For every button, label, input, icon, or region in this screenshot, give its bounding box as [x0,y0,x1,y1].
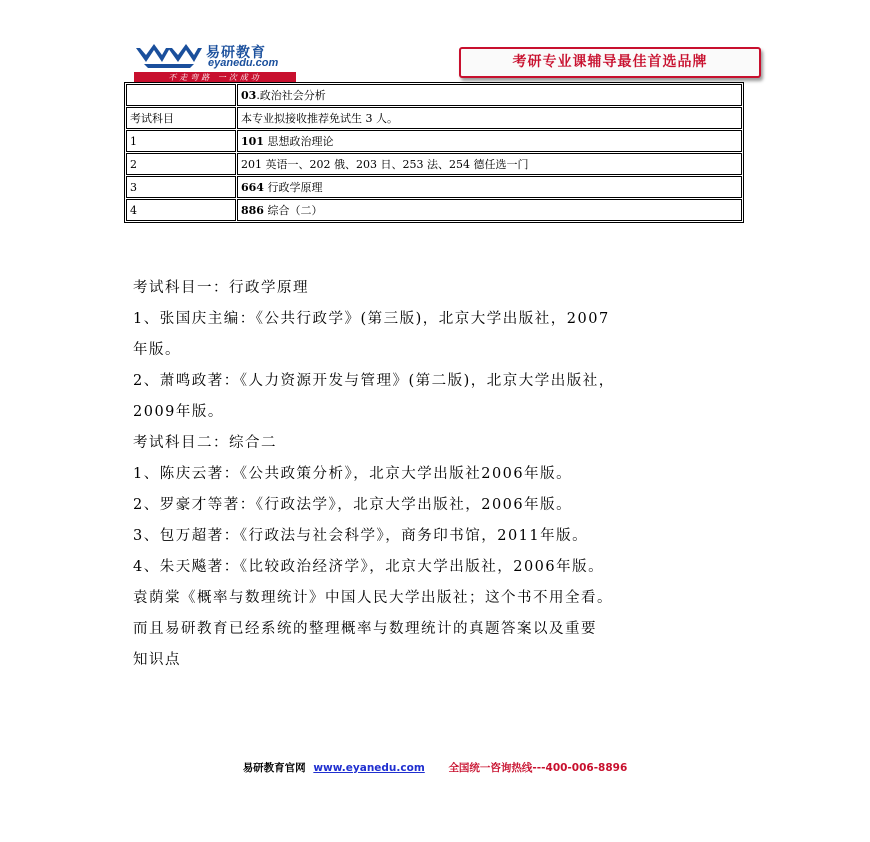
table-row [126,153,742,175]
logo-chinese-name: 易研教育 [206,45,266,61]
subject-name: 思想政治理论 [263,135,334,148]
subject-code: 664 [241,181,264,194]
text-line: 2009年版。 [133,404,224,420]
eyanedu-logo [134,40,304,82]
table-cell-content [237,130,742,152]
table-row [126,176,742,198]
table-row [126,199,742,221]
subject-code: 101 [241,135,264,148]
text-line: 1、张国庆主编：《公共行政学》(第三版)，北京大学出版社，2007 [133,311,610,327]
footer-hotline: 全国统一咨询热线---400-006-8896 [448,762,628,774]
subject-name: 201 英语一、202 俄、203 日、253 法、254 德任选一门 [241,158,529,171]
table-cell-label: 2 [126,153,236,175]
page-header [0,0,870,84]
footer-site-label: 易研教育官网 [242,762,306,774]
text-line: 而且易研教育已经系统的整理概率与数理统计的真题答案以及重要 [133,621,597,637]
logo-birds-icon [134,42,204,72]
table-cell-content [237,107,742,129]
table-cell-content [237,153,742,175]
subject-name: 综合（二） [263,204,323,217]
table-cell-label: 1 [126,130,236,152]
subject-code: 886 [241,204,264,217]
footer-site-link[interactable]: www.eyanedu.com [313,762,425,774]
table-cell-content [237,84,742,106]
table-cell-label: 考试科目 [126,107,236,129]
text-line: 年版。 [133,342,181,358]
page-footer [0,760,870,775]
text-line: 考试科目二：综合二 [133,435,277,451]
brand-banner: 考研专业课辅导最佳首选品牌 [459,47,761,78]
table-row [126,107,742,129]
table-cell-content [237,199,742,221]
text-line: 2、萧鸣政著：《人力资源开发与管理》(第二版)，北京大学出版社， [133,373,615,389]
text-line: 1、陈庆云著：《公共政策分析》，北京大学出版社2006年版。 [133,466,573,482]
logo-slogan: 不走弯路 一次成功 [134,72,296,83]
text-line: 袁荫棠《概率与数理统计》中国人民大学出版社；这个书不用全看。 [133,590,613,606]
table-row [126,130,742,152]
text-line: 知识点 [133,652,181,668]
table-row [126,84,742,106]
text-line: 2、罗豪才等著：《行政法学》，北京大学出版社，2006年版。 [133,497,573,513]
subject-name: .政治社会分析 [256,89,326,102]
table-cell-label: 3 [126,176,236,198]
subject-code: 03 [241,89,257,102]
text-line: 考试科目一：行政学原理 [133,280,309,296]
table-cell-content [237,176,742,198]
reference-books-text [133,273,753,676]
table-cell-label [126,84,236,106]
subject-name: 本专业拟接收推荐免试生 3 人。 [241,112,398,125]
table-cell-label: 4 [126,199,236,221]
text-line: 4、朱天飚著：《比较政治经济学》，北京大学出版社，2006年版。 [133,559,605,575]
subject-name: 行政学原理 [263,181,323,194]
text-line: 3、包万超著：《行政法与社会科学》，商务印书馆，2011年版。 [133,528,589,544]
exam-subjects-table [124,82,744,223]
logo-url: eyanedu.com [208,57,279,69]
